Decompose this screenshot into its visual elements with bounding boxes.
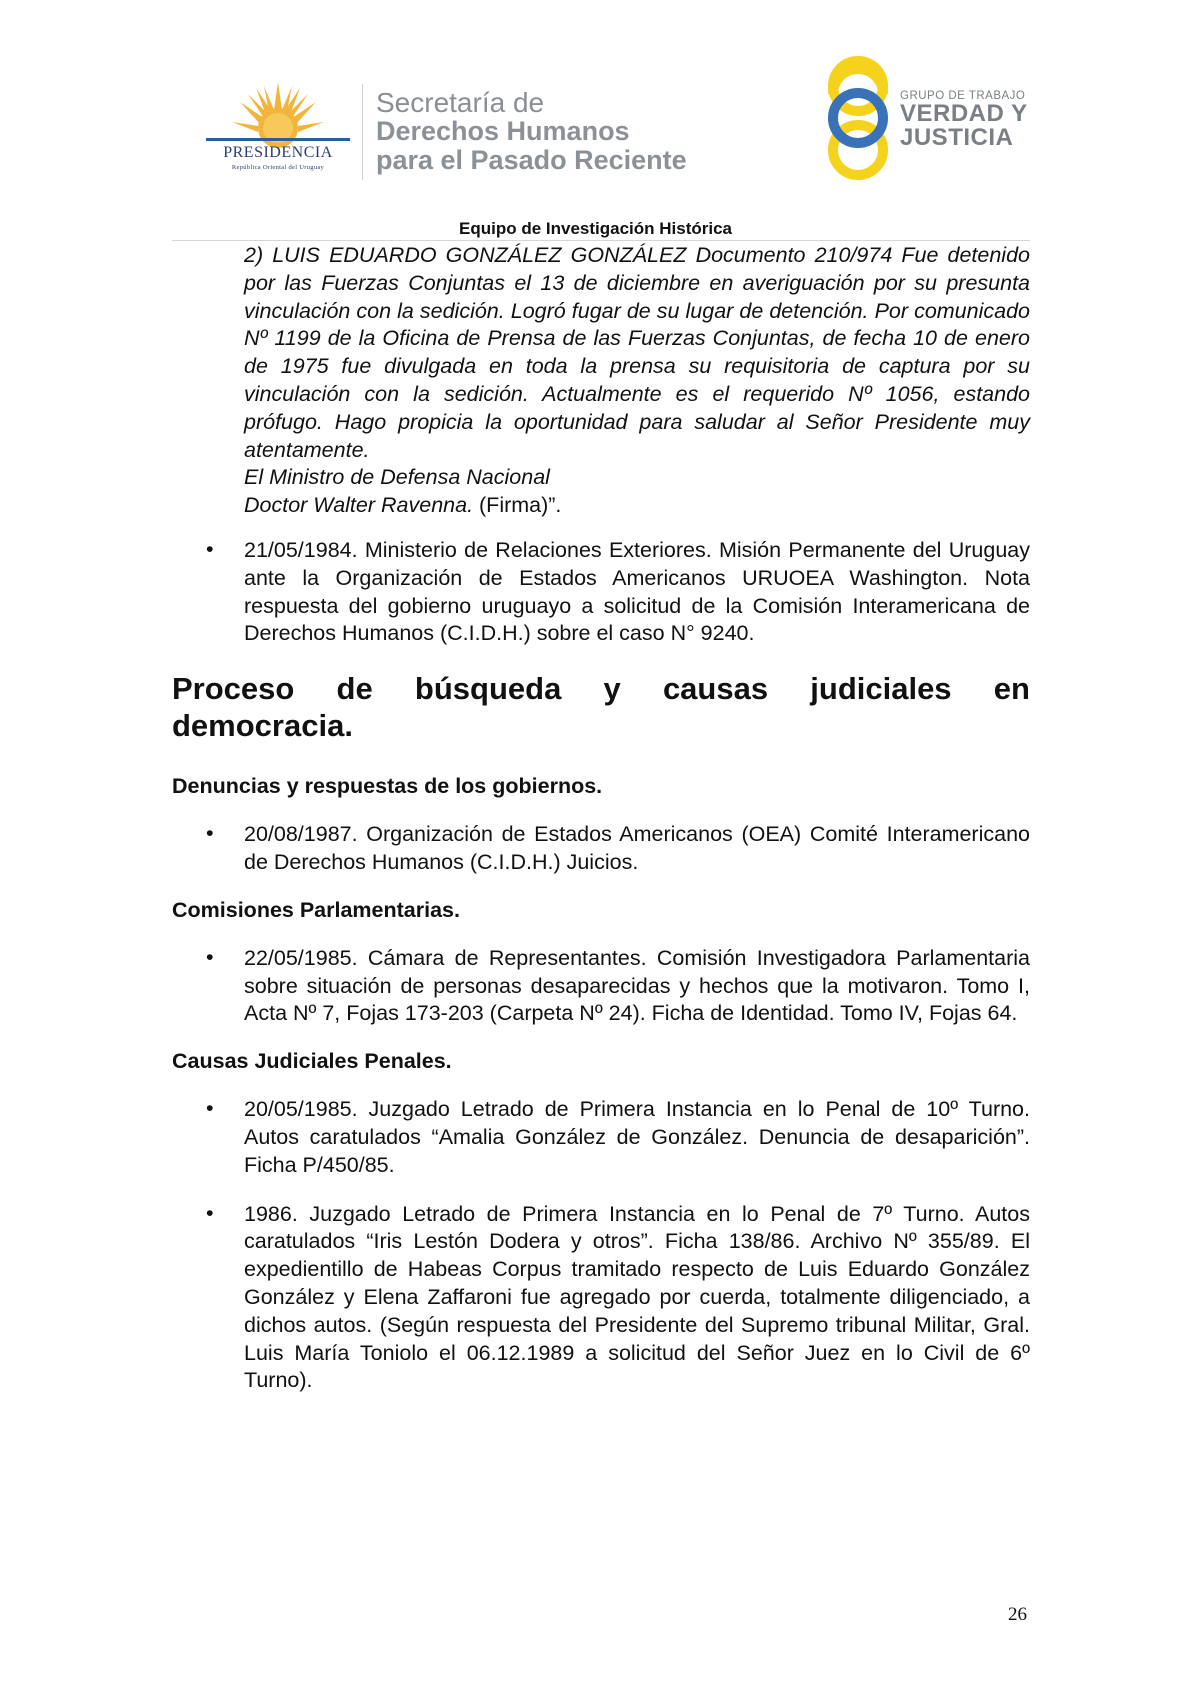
section-heading-word: causas (662, 671, 769, 707)
quote-signature-suffix: (Firma)”. (473, 493, 562, 518)
section-heading-line-2: democracia. (172, 708, 353, 744)
page-number: 26 (1008, 1604, 1027, 1625)
bullet-marker: • (206, 1200, 214, 1225)
presidencia-name: PRESIDENCIA (223, 144, 333, 161)
secretaria-line-2: Derechos Humanos (376, 116, 630, 146)
list-item (206, 821, 1030, 877)
sun-emblem-icon (198, 80, 358, 150)
list-item (206, 1096, 1030, 1179)
list-item-text: 20/08/1987. Organización de Estados Americanos (OEA) Comité Interamericano de Derechos Humanos (C.I.D.H.) Juicios. (244, 822, 1030, 874)
list-item (206, 944, 1030, 1028)
subsection-heading: Causas Judiciales Penales. (172, 1049, 452, 1074)
section-heading-word: en (993, 671, 1030, 707)
list-item-text: 1986. Juzgado Letrado de Primera Instancia en lo Penal de 7º Turno. Autos caratulados “Iris Lestón Dodera y otros”. Ficha 138/86. Archivo Nº 355/89. El expedientillo de Habeas Corpus tramitado respecto de Luis Eduardo González González y Elena Zaffaroni fue agregado por cuerda, totalmente diligenciado, a dichos autos. (Según respuesta del Presidente del Supremo tribunal Militar, Gral. Luis María Toniolo el 06.12.1989 a solicitud del Señor Juez en lo Civil de 6º Turno). (244, 1201, 1030, 1393)
bullet-marker: • (206, 821, 214, 846)
header-rule (172, 240, 1030, 241)
verdad-justicia-title (900, 90, 1028, 150)
header-divider (362, 84, 363, 180)
list-item-text: 20/05/1985. Juzgado Letrado de Primera Instancia en lo Penal de 10º Turno. Autos caratulados “Amalia González de González. Denuncia de desaparición”. Ficha P/450/85. (244, 1097, 1030, 1177)
section-heading-word: judiciales (810, 671, 952, 707)
vj-line-2: VERDAD Y (900, 100, 1028, 127)
secretaria-line-1: Secretaría de (376, 87, 545, 118)
bullet-marker: • (206, 944, 214, 969)
verdad-justicia-rings-icon (818, 54, 898, 182)
bullet-marker: • (206, 1096, 214, 1121)
presidencia-subtitle: República Oriental del Uruguay (231, 164, 325, 171)
list-item (206, 536, 1030, 648)
vj-line-1: GRUPO DE TRABAJO (900, 90, 1026, 102)
list-item-text: 22/05/1985. Cámara de Representantes. Comisión Investigadora Parlamentaria sobre situación de personas desaparecidas y hechos que la motivaron. Tomo I, Acta Nº 7, Fojas 173-203 (Carpeta Nº 24). Ficha de Identidad. Tomo IV, Fojas 64. (244, 945, 1030, 1026)
quote-paragraph: 2) LUIS EDUARDO GONZÁLEZ GONZÁLEZ Documento 210/974 Fue detenido por las Fuerzas Conjuntas el 13 de diciembre en averiguación por su presunta vinculación con la sedición. Logró fugar de su lugar de detención. Por comunicado Nº 1199 de la Oficina de Prensa de las Fuerzas Conjuntas, de fecha 10 de enero de 1975 fue divulgada en toda la prensa su requisitoria de captura por su vinculación con la sedición. Actualmente es el requerido Nº 1056, estando prófugo. Hago propicia la oportunidad para saludar al Señor Presidente muy atentamente. (244, 243, 1030, 462)
section-heading-word: de (336, 671, 373, 707)
section-heading-line-1 (172, 670, 1030, 707)
section-heading (172, 670, 1030, 744)
header-caption: Equipo de Investigación Histórica (459, 219, 732, 238)
quote-signature-name (244, 492, 1030, 520)
section-heading-word: y (603, 671, 621, 707)
secretaria-line-3: para el Pasado Reciente (376, 145, 687, 175)
secretaria-title (376, 88, 687, 175)
bullet-marker: • (206, 536, 214, 561)
presidencia-logo (198, 80, 358, 180)
subsection-heading: Comisiones Parlamentarias. (172, 897, 460, 922)
quote-signature-title: El Ministro de Defensa Nacional (244, 465, 550, 490)
section-heading-word: Proceso (172, 671, 295, 707)
list-item (206, 1200, 1030, 1396)
subsection-heading: Denuncias y respuestas de los gobiernos. (172, 774, 603, 799)
list-item-text: 21/05/1984. Ministerio de Relaciones Exteriores. Misión Permanente del Uruguay ante la Organización de Estados Americanos URUOEA Washington. Nota respuesta del gobierno uruguayo a solicitud de la Comisión Interamericana de Derechos Humanos (C.I.D.H.) sobre el caso N° 9240. (244, 537, 1030, 646)
quote-signature-person: Doctor Walter Ravenna. (244, 493, 474, 518)
page-content (172, 242, 1030, 1395)
vj-line-3: JUSTICIA (900, 124, 1014, 151)
section-heading-word: búsqueda (414, 671, 562, 707)
quote-block (244, 242, 1030, 520)
page-header (0, 0, 1191, 238)
